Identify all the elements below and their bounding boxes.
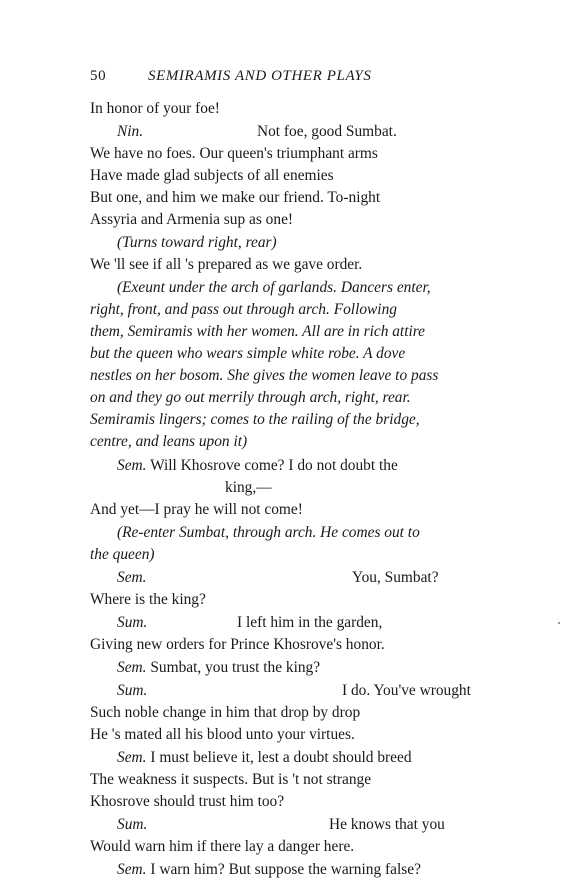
page-speck [558,622,560,624]
speaker-name: Sum. [117,682,148,699]
dialogue-line [117,456,398,476]
stage-direction: on and they go out merrily through arch, right, rear. [90,389,411,406]
speech-text: Will Khosrove come? I do not doubt the [150,457,398,474]
text-line: He 's mated all his blood unto your virtues. [90,726,355,743]
speech-text: I must believe it, lest a doubt should breed [150,749,412,766]
speech-text: I left him in the garden, [237,614,383,631]
stage-direction: nestles on her bosom. She gives the women leave to pass [90,367,439,384]
stage-direction: but the queen who wears simple white robe. A dove [90,345,406,362]
speaker-name: Sem. [117,861,147,878]
dialogue-line [117,658,320,678]
stage-direction: Semiramis lingers; comes to the railing of the bridge, [90,411,420,428]
speech-text: Sumbat, you trust the king? [150,659,321,676]
stage-direction: (Exeunt under the arch of garlands. Dancers enter, [117,279,431,296]
speech-text: I do. You've wrought [342,682,471,699]
page-number: 50 [90,68,107,84]
dialogue-line [117,122,517,142]
text-line: And yet—I pray he will not come! [90,501,303,518]
text-line: We have no foes. Our queen's triumphant arms [90,145,378,162]
text-line: In honor of your foe! [90,100,220,117]
page-header [90,68,510,90]
speaker-name: Sum. [117,614,148,631]
text-line: But one, and him we make our friend. To-night [90,189,381,206]
dialogue-line [117,860,421,880]
dialogue-line [117,568,517,588]
text-line: The weakness it suspects. But is 't not strange [90,771,372,788]
dialogue-line [117,815,517,835]
dialogue-line [117,681,517,701]
speaker-name: Sem. [117,457,147,474]
stage-direction: centre, and leans upon it) [90,433,248,450]
stage-direction: the queen) [90,546,155,563]
speaker-name: Sum. [117,816,148,833]
speaker-name: Sem. [117,569,147,586]
stage-direction: right, front, and pass out through arch. Following [90,301,397,318]
speaker-name: Nin. [117,123,144,140]
running-title: SEMIRAMIS AND OTHER PLAYS [148,68,372,84]
dialogue-line [117,613,517,633]
text-line: Khosrove should trust him too? [90,793,285,810]
stage-direction: them, Semiramis with her women. All are in rich attire [90,323,426,340]
text-line: Would warn him if there lay a danger here. [90,838,355,855]
text-line: king,— [225,479,272,496]
text-line: Such noble change in him that drop by drop [90,704,361,721]
speech-text: He knows that you [329,816,445,833]
text-line: Giving new orders for Prince Khosrove's honor. [90,636,385,653]
speech-text: Not foe, good Sumbat. [257,123,397,140]
text-line: Where is the king? [90,591,206,608]
speech-text: You, Sumbat? [352,569,439,586]
text-line: Assyria and Armenia sup as one! [90,211,294,228]
stage-direction: (Turns toward right, rear) [117,234,277,251]
stage-direction: (Re-enter Sumbat, through arch. He comes out to [117,524,420,541]
text-line: We 'll see if all 's prepared as we gave order. [90,256,363,273]
speech-text: I warn him? But suppose the warning false? [150,861,421,878]
speaker-name: Sem. [117,749,147,766]
text-line: Have made glad subjects of all enemies [90,167,334,184]
dialogue-line [117,748,412,768]
speaker-name: Sem. [117,659,147,676]
